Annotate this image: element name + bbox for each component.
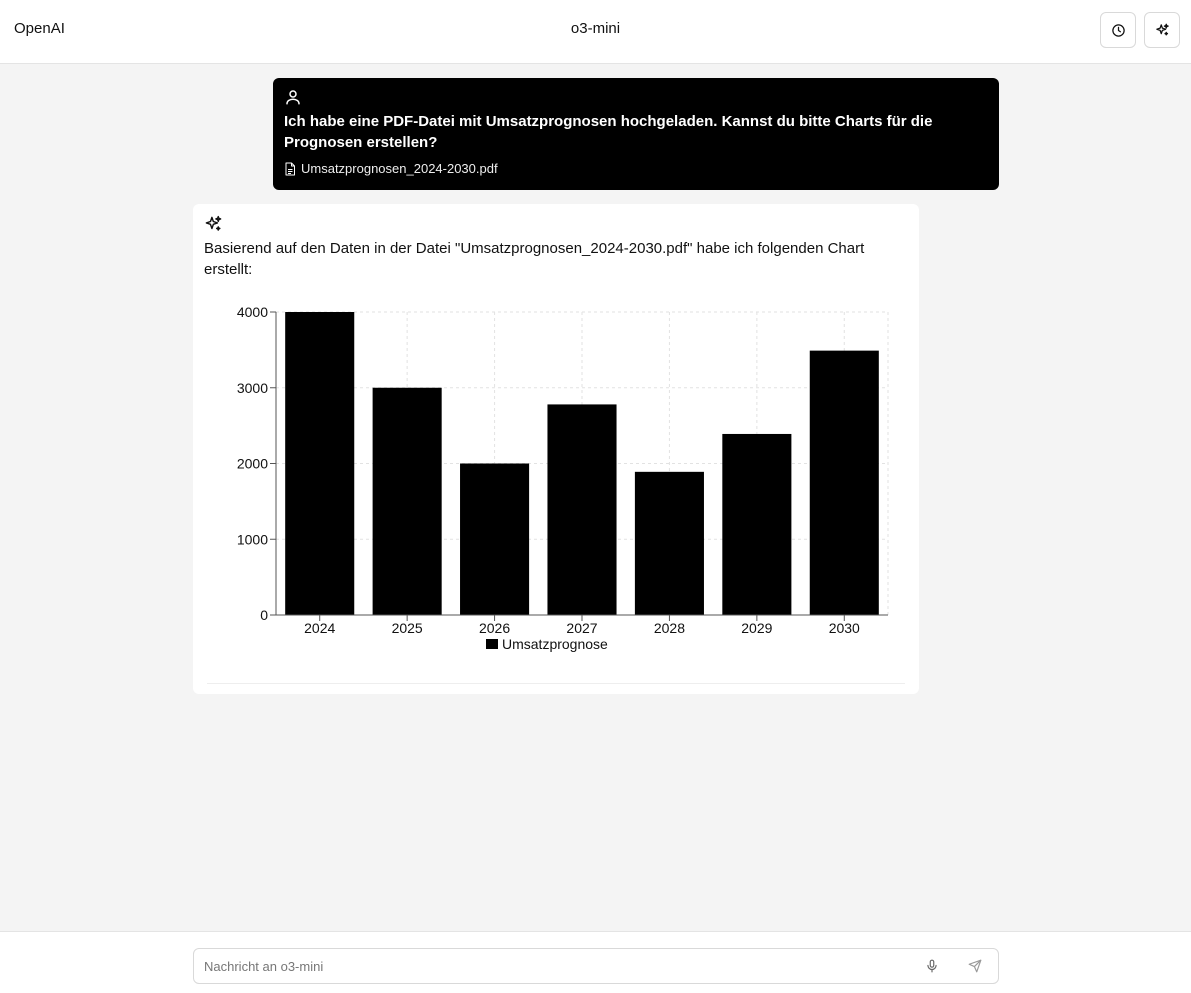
x-tick-label: 2030 <box>828 620 860 636</box>
composer <box>193 948 999 984</box>
x-tick-label: 2028 <box>653 620 686 636</box>
file-icon <box>284 162 296 176</box>
y-tick-label: 4000 <box>236 304 268 320</box>
x-tick-label: 2029 <box>741 620 773 636</box>
user-message <box>273 78 999 190</box>
bar-2024 <box>285 312 354 615</box>
user-message-text: Ich habe eine PDF-Datei mit Umsatzprognosen hochgeladen. Kannst du bitte Charts für die Prognosen erstellen? <box>284 113 933 151</box>
message-input[interactable] <box>204 949 904 983</box>
x-tick-label: 2026 <box>478 620 511 636</box>
bar-2030 <box>810 351 879 615</box>
legend-label: Umsatzprognose <box>502 636 608 652</box>
top-bar <box>0 0 1191 64</box>
y-tick-label: 2000 <box>236 455 268 472</box>
y-tick-label: 0 <box>260 607 268 623</box>
bar-2026 <box>460 464 529 616</box>
composer-bar <box>0 931 1191 993</box>
y-tick-label: 1000 <box>236 531 268 548</box>
bar-2029 <box>722 434 791 615</box>
forecast-bar-chart <box>213 296 903 676</box>
mic-button[interactable] <box>922 956 942 976</box>
microphone-icon <box>925 959 939 973</box>
brand-name: OpenAI <box>14 20 65 37</box>
clock-icon <box>1111 23 1126 38</box>
send-button[interactable] <box>965 956 985 976</box>
x-tick-label: 2024 <box>304 620 336 636</box>
assistant-message-text: Basierend auf den Daten in der Datei "Umsatzprognosen_2024-2030.pdf" habe ich folgenden Chart erstellt: <box>204 240 865 278</box>
legend-swatch <box>486 639 498 649</box>
bar-2027 <box>547 404 616 615</box>
assistant-message <box>193 204 919 694</box>
attachment[interactable] <box>284 161 988 176</box>
history-button[interactable] <box>1100 12 1136 48</box>
message-divider <box>207 683 905 684</box>
y-tick-label: 3000 <box>236 379 268 396</box>
x-tick-label: 2027 <box>566 620 598 636</box>
bar-2028 <box>635 472 704 615</box>
sparkles-icon <box>204 215 908 235</box>
x-tick-label: 2025 <box>391 620 423 636</box>
assistant-button[interactable] <box>1144 12 1180 48</box>
user-icon <box>284 88 988 108</box>
sparkles-icon <box>1155 23 1170 38</box>
attachment-name: Umsatzprognosen_2024-2030.pdf <box>301 161 498 176</box>
send-icon <box>968 959 982 973</box>
bar-2025 <box>373 388 442 615</box>
model-name: o3-mini <box>570 20 621 37</box>
